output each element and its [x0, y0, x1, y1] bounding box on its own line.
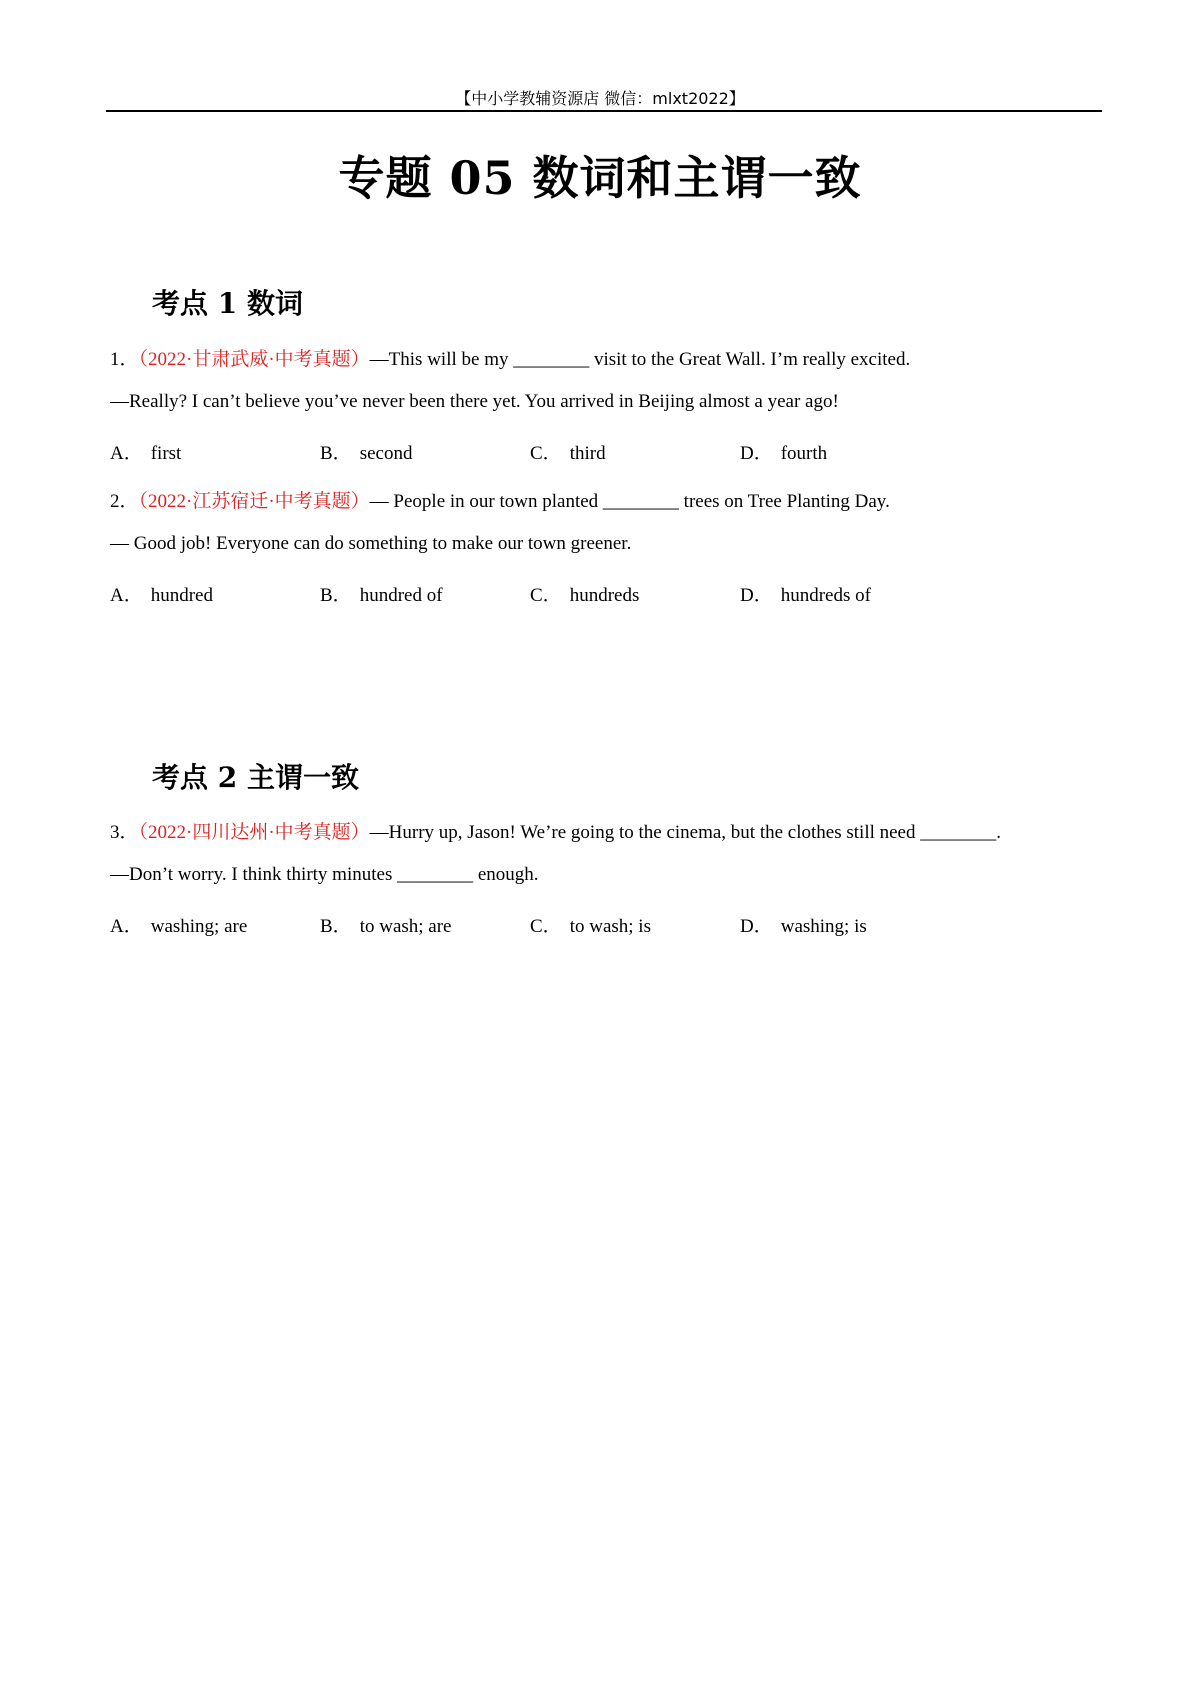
- option-letter: C．: [530, 585, 562, 606]
- option-letter: B．: [320, 443, 352, 464]
- option-a[interactable]: [110, 438, 181, 465]
- option-text: hundreds: [569, 585, 640, 606]
- question-3-options: [110, 911, 1010, 937]
- option-b[interactable]: [320, 438, 412, 465]
- option-text: to wash; are: [359, 916, 452, 937]
- option-text: third: [569, 443, 606, 464]
- question-text: —This will be my ________ visit to the Great Wall. I’m really excited.: [369, 349, 911, 370]
- option-c[interactable]: [530, 580, 639, 607]
- option-letter: A．: [110, 585, 143, 606]
- option-text: hundred of: [359, 585, 443, 606]
- option-letter: C．: [530, 916, 562, 937]
- page-title: 专题 05 数词和主谓一致: [338, 151, 862, 205]
- question-number: 1．: [110, 349, 139, 370]
- option-letter: D．: [740, 443, 773, 464]
- option-c[interactable]: [530, 911, 651, 938]
- question-2-stem: [110, 486, 890, 513]
- option-b[interactable]: [320, 911, 452, 938]
- option-letter: B．: [320, 916, 352, 937]
- option-text: to wash; is: [569, 916, 651, 937]
- section-heading-1: 考点 1 数词: [152, 287, 303, 320]
- question-source: （2022·江苏宿迁·中考真题）: [138, 491, 370, 512]
- question-source: （2022·甘肃武威·中考真题）: [138, 349, 370, 370]
- option-text: fourth: [780, 443, 828, 464]
- question-source: （2022·四川达州·中考真题）: [138, 822, 370, 843]
- option-letter: D．: [740, 916, 773, 937]
- question-3-reply: —Don’t worry. I think thirty minutes ________ enough.: [110, 864, 539, 885]
- option-text: second: [359, 443, 413, 464]
- option-letter: D．: [740, 585, 773, 606]
- option-d[interactable]: [740, 911, 867, 938]
- option-a[interactable]: [110, 580, 213, 607]
- question-number: 3．: [110, 822, 139, 843]
- option-b[interactable]: [320, 580, 443, 607]
- question-1-reply: —Really? I can’t believe you’ve never been there yet. You arrived in Beijing almost a year ago!: [110, 391, 839, 412]
- option-letter: A．: [110, 443, 143, 464]
- option-text: hundreds of: [780, 585, 871, 606]
- question-text: —Hurry up, Jason! We’re going to the cinema, but the clothes still need ________.: [369, 822, 1001, 843]
- option-text: washing; are: [150, 916, 248, 937]
- option-letter: B．: [320, 585, 352, 606]
- option-c[interactable]: [530, 438, 606, 465]
- question-2-reply: — Good job! Everyone can do something to make our town greener.: [110, 533, 632, 554]
- option-a[interactable]: [110, 911, 247, 938]
- option-letter: A．: [110, 916, 143, 937]
- question-number: 2．: [110, 491, 139, 512]
- option-text: hundred: [150, 585, 213, 606]
- option-text: washing; is: [780, 916, 867, 937]
- option-d[interactable]: [740, 580, 871, 607]
- header-divider: [106, 110, 1102, 112]
- section-heading-2: 考点 2 主谓一致: [152, 761, 359, 794]
- header-note: 【中小学教辅资源店 微信：mlxt2022】: [455, 89, 745, 108]
- option-d[interactable]: [740, 438, 827, 465]
- question-2-options: [110, 580, 1010, 606]
- question-3-stem: [110, 817, 1001, 844]
- question-1-options: [110, 438, 1010, 464]
- option-letter: C．: [530, 443, 562, 464]
- question-text: — People in our town planted ________ trees on Tree Planting Day.: [369, 491, 890, 512]
- question-1-stem: [110, 344, 910, 371]
- option-text: first: [150, 443, 182, 464]
